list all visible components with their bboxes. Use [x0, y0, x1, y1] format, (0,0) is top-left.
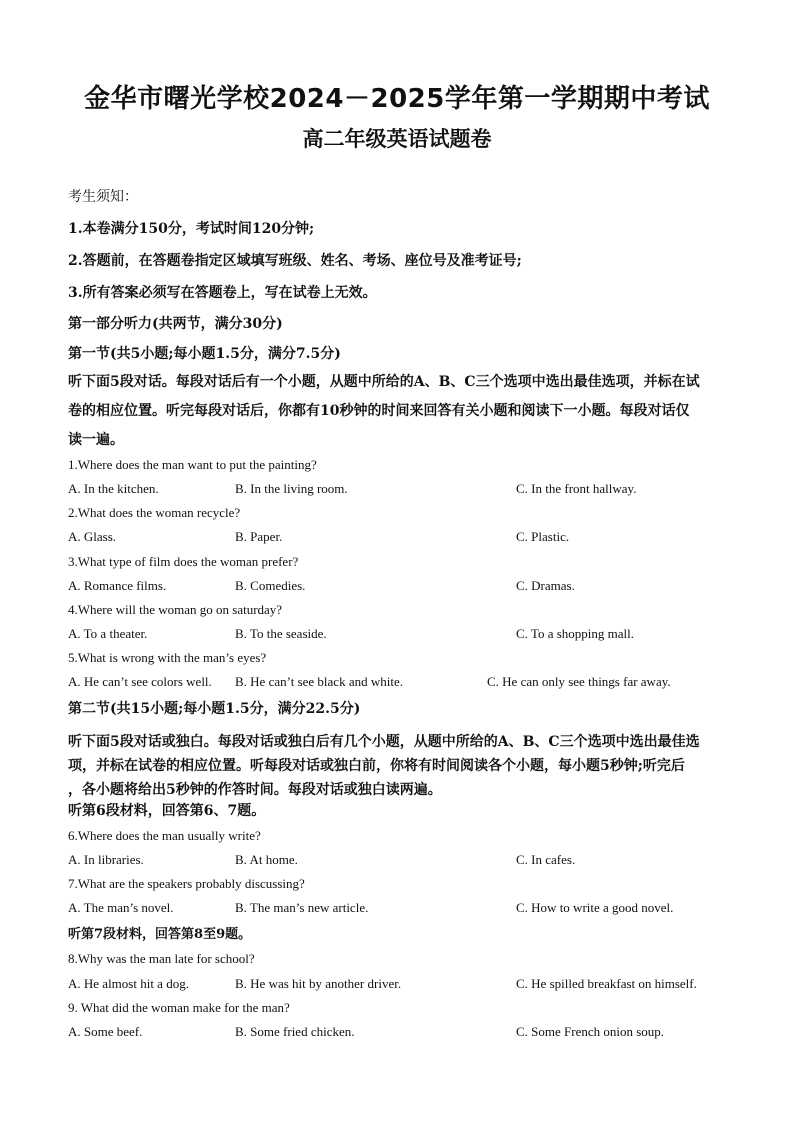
exam-title: 金华市曙光学校2024－2025学年第一学期期中考试	[84, 84, 710, 114]
option-a: A. Some beef.	[68, 1024, 143, 1039]
section2-instructions: ，各小题将给出5秒钟的作答时间。每段对话或独白读两遍。	[68, 782, 442, 798]
option-b: B. The man’s new article.	[235, 900, 369, 915]
option-c: C. Plastic.	[516, 529, 570, 544]
option-b: B. In the living room.	[235, 481, 348, 496]
option-c: C. Dramas.	[516, 578, 575, 593]
question-stem: 4.Where will the woman go on saturday?	[68, 602, 283, 617]
notice-item: 2.答题前，在答题卷指定区域填写班级、姓名、考场、座位号及准考证号;	[68, 253, 522, 269]
exam-subtitle: 高二年级英语试题卷	[302, 127, 492, 151]
option-a: A. In the kitchen.	[68, 481, 159, 496]
option-c: C. Some French onion soup.	[516, 1024, 665, 1039]
option-b: B. Paper.	[235, 529, 283, 544]
section1-instructions: 卷的相应位置。听完每段对话后，你都有10秒钟的时间来回答有关小题和阅读下一小题。每段对话仅	[68, 403, 690, 419]
option-c: C. In cafes.	[516, 852, 576, 867]
option-b: B. He can’t see black and white.	[235, 674, 403, 689]
option-b: B. Some fried chicken.	[235, 1024, 355, 1039]
option-a: A. To a theater.	[68, 626, 148, 641]
option-c: C. In the front hallway.	[516, 481, 637, 496]
option-b: B. Comedies.	[235, 578, 306, 593]
option-b: B. At home.	[235, 852, 298, 867]
option-a: A. The man’s novel.	[68, 900, 174, 915]
option-a: A. Romance films.	[68, 578, 167, 593]
option-b: B. To the seaside.	[235, 626, 327, 641]
question-stem: 6.Where does the man usually write?	[68, 828, 261, 843]
option-b: B. He was hit by another driver.	[235, 976, 402, 991]
option-c: C. He can only see things far away.	[487, 674, 671, 689]
notice-item: 1.本卷满分150分，考试时间120分钟;	[68, 221, 315, 237]
material-heading: 听第7段材料，回答第8至9题。	[68, 927, 252, 942]
option-c: C. He spilled breakfast on himself.	[516, 976, 697, 991]
option-c: C. To a shopping mall.	[516, 626, 635, 641]
material-heading: 听第6段材料，回答第6、7题。	[68, 803, 266, 819]
section1-instructions: 读一遍。	[68, 432, 124, 448]
option-a: A. He almost hit a dog.	[68, 976, 189, 991]
question-stem: 3.What type of film does the woman prefer?	[68, 554, 299, 569]
section1-instructions: 听下面5段对话。每段对话后有一个小题，从题中所给的A、B、C三个选项中选出最佳选项，并标在试	[68, 374, 700, 390]
option-a: A. He can’t see colors well.	[68, 674, 212, 689]
notice-heading: 考生须知：	[68, 189, 138, 205]
section2-heading: 第二节(共15小题;每小题1.5分，满分22.5分)	[68, 701, 361, 717]
question-stem: 2.What does the woman recycle?	[68, 505, 241, 520]
option-a: A. In libraries.	[68, 852, 144, 867]
part1-heading: 第一部分听力(共两节，满分30分)	[68, 316, 283, 332]
question-stem: 1.Where does the man want to put the painting?	[68, 457, 317, 472]
question-stem: 7.What are the speakers probably discussing?	[68, 876, 305, 891]
section1-heading: 第一节(共5小题;每小题1.5分，满分7.5分)	[68, 346, 341, 362]
option-a: A. Glass.	[68, 529, 117, 544]
section2-instructions: 听下面5段对话或独白。每段对话或独白后有几个小题，从题中所给的A、B、C三个选项中选出最佳选	[68, 734, 700, 750]
question-stem: 8.Why was the man late for school?	[68, 951, 255, 966]
question-stem: 9. What did the woman make for the man?	[68, 1000, 290, 1015]
section2-instructions: 项，并标在试卷的相应位置。听每段对话或独白前，你将有时间阅读各个小题，每小题5秒钟;听完后	[68, 758, 685, 774]
question-stem: 5.What is wrong with the man’s eyes?	[68, 650, 267, 665]
option-c: C. How to write a good novel.	[516, 900, 674, 915]
notice-item: 3.所有答案必须写在答题卷上，写在试卷上无效。	[68, 285, 377, 301]
